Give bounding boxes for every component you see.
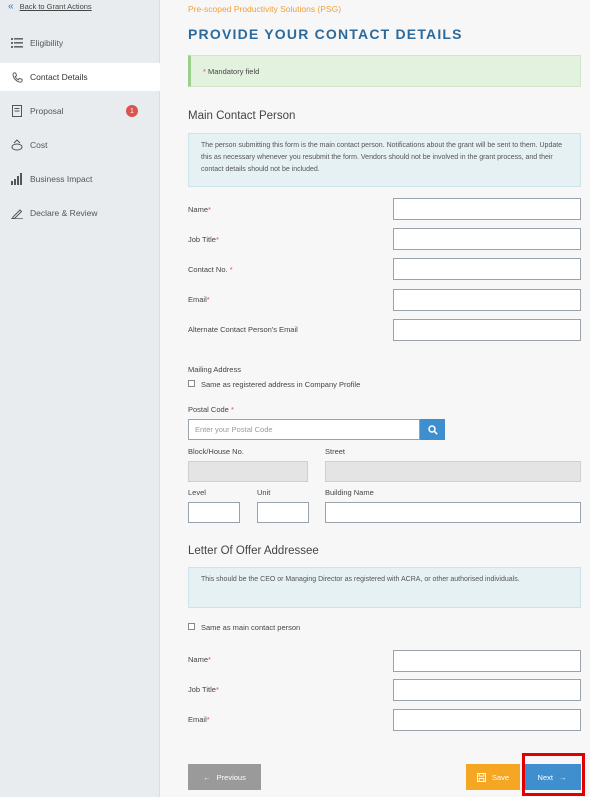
unit-label: Unit [257,488,271,497]
phone-icon [10,71,24,83]
offer-job-title-label: Job Title* [188,685,219,694]
same-as-registered-label: Same as registered address in Company Profile [201,380,361,389]
name-label: Name* [188,205,211,214]
postal-code-label: Postal Code * [188,405,234,414]
alt-email-input[interactable] [393,319,581,341]
sidebar-item-eligibility[interactable] [0,29,160,57]
postal-search-button[interactable] [420,419,445,440]
building-input[interactable] [325,502,581,523]
bar-chart-icon [10,173,24,185]
unit-input[interactable] [257,502,309,523]
arrow-right-icon: → [558,772,567,782]
mailing-address-title: Mailing Address [188,365,241,374]
sidebar-item-label: Contact Details [30,72,88,82]
arrow-left-icon: ← [203,772,211,782]
main-contact-title: Main Contact Person [188,110,296,122]
contact-no-label: Contact No. * [188,265,233,274]
page-title: PROVIDE YOUR CONTACT DETAILS [188,26,463,42]
same-as-registered-checkbox[interactable] [188,380,195,387]
double-chevron-left-icon: « [8,0,14,12]
offer-addressee-title: Letter Of Offer Addressee [188,545,319,557]
main-content [160,0,590,797]
offer-email-input[interactable] [393,709,581,731]
pen-icon [10,207,24,219]
job-title-label: Job Title* [188,235,219,244]
back-to-grant-actions-link[interactable] [8,0,92,12]
sidebar-item-business-impact[interactable] [0,165,160,193]
back-link-label: Back to Grant Actions [19,1,92,11]
email-input[interactable] [393,289,581,311]
sidebar-item-label: Proposal [30,106,64,116]
required-asterisk: * [203,66,206,76]
save-button[interactable] [466,764,520,790]
block-label: Block/House No. [188,447,244,456]
sidebar-item-label: Cost [30,140,48,150]
level-input[interactable] [188,502,240,523]
sidebar-item-contact-details[interactable] [0,63,160,91]
breadcrumb: Pre-scoped Productivity Solutions (PSG) [188,4,342,14]
postal-code-input[interactable] [188,419,420,440]
email-label: Email* [188,295,210,304]
offer-email-label: Email* [188,715,210,724]
main-contact-info: The person submitting this form is the main contact person. Notifications about the grant will be sent to them. Update this as necessary whenever you resubmit the form. Vendors should not be involved in the grant process, and their contact details should not be included. [188,133,581,187]
offer-name-label: Name* [188,655,211,664]
offer-addressee-info: This should be the CEO or Managing Director as registered with ACRA, or other authorised individuals. [188,567,581,608]
proposal-badge: 1 [126,105,138,117]
block-input [188,461,308,482]
building-label: Building Name [325,488,374,497]
sidebar-item-label: Declare & Review [30,208,98,218]
save-label: Save [491,772,510,782]
mandatory-note-text: Mandatory field [208,66,260,76]
previous-label: Previous [216,772,246,782]
alt-email-label: Alternate Contact Person's Email [188,325,298,334]
sidebar-item-declare-review[interactable] [0,199,160,227]
same-as-main-checkbox[interactable] [188,623,195,630]
sidebar-item-label: Eligibility [30,38,64,48]
coins-icon [10,139,24,151]
search-icon [428,425,438,435]
mandatory-notice [188,55,581,87]
offer-name-input[interactable] [393,650,581,672]
sidebar-item-proposal[interactable] [0,97,160,125]
level-label: Level [188,488,206,497]
previous-button[interactable] [188,764,261,790]
sidebar [0,0,160,797]
street-input [325,461,581,482]
name-input[interactable] [393,198,581,220]
list-icon [10,37,24,49]
same-as-main-label: Same as main contact person [201,623,301,632]
sidebar-item-label: Business Impact [30,174,93,184]
job-title-input[interactable] [393,228,581,250]
next-label: Next [537,772,553,782]
contact-no-input[interactable] [393,258,581,280]
offer-job-title-input[interactable] [393,679,581,701]
document-icon [10,105,24,117]
sidebar-item-cost[interactable] [0,131,160,159]
save-icon [477,773,486,782]
next-button-highlight [522,753,585,796]
street-label: Street [325,447,346,456]
